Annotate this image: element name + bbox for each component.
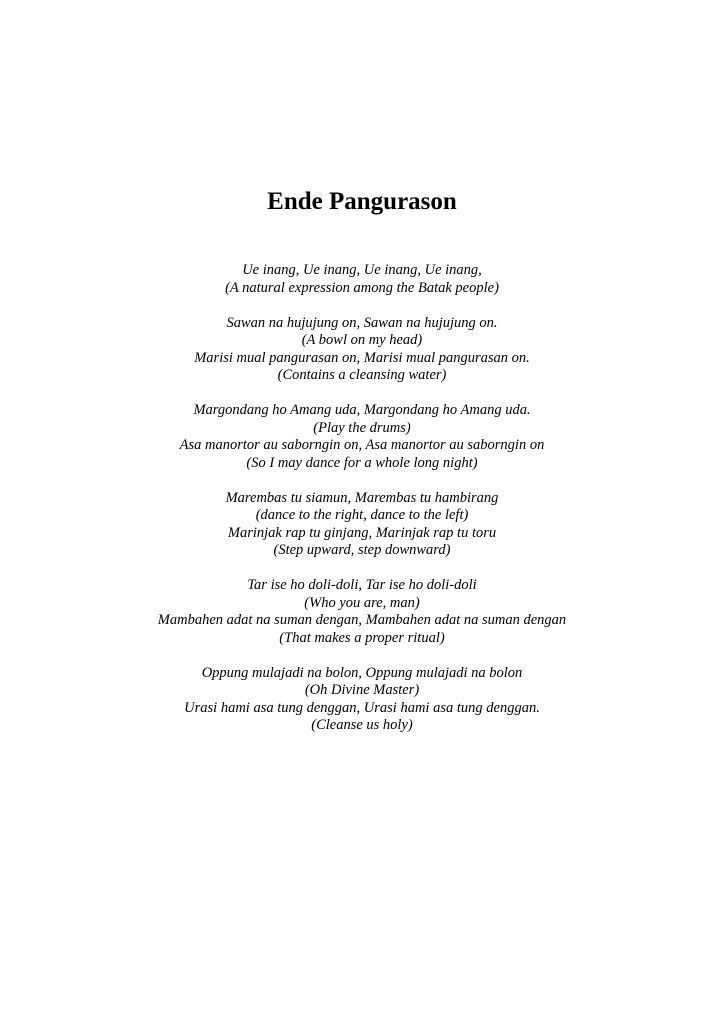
poem-body	[0, 262, 724, 752]
poem-line-translation: (Contains a cleansing water)	[277, 367, 447, 383]
poem-line: Oppung mulajadi na bolon, Oppung mulajadi na bolon	[201, 664, 523, 681]
poem-line-translation: (So I may dance for a whole long night)	[246, 454, 478, 471]
poem-line-translation: (dance to the right, dance to the left)	[255, 507, 469, 523]
poem-line: Asa manortor au saborngin on, Asa manortor au saborngin on	[179, 437, 545, 453]
poem-line-translation: (Step upward, step downward)	[273, 542, 451, 558]
poem-line: Tar ise ho doli-doli, Tar ise ho doli-doli	[247, 577, 477, 593]
poem-line-translation: (A bowl on my head)	[301, 332, 423, 348]
poem-title: Ende Pangurason	[267, 188, 457, 215]
poem-line-translation: (Oh Divine Master)	[304, 682, 420, 698]
poem-line: Mambahen adat na suman dengan, Mambahen adat na suman dengan	[157, 612, 567, 628]
stanza	[0, 402, 724, 472]
poem-line: Margondang ho Amang uda, Margondang ho Amang uda.	[193, 402, 531, 418]
poem-line-translation: (A natural expression among the Batak people)	[225, 279, 499, 296]
poem-line-translation: (Who you are, man)	[304, 594, 420, 611]
stanza	[0, 315, 724, 385]
stanza	[0, 490, 724, 560]
poem-line-translation: (Cleanse us holy)	[311, 717, 413, 733]
poem-line: Urasi hami asa tung denggan, Urasi hami asa tung denggan.	[184, 699, 540, 716]
poem-line: Marembas tu siamun, Marembas tu hambirang	[225, 489, 499, 506]
poem-line-translation: (Play the drums)	[313, 419, 411, 436]
stanza	[0, 262, 724, 297]
poem-line: Marinjak rap tu ginjang, Marinjak rap tu toru	[227, 524, 497, 541]
poem-line: Ue inang, Ue inang, Ue inang, Ue inang,	[242, 262, 482, 278]
stanza	[0, 577, 724, 647]
poem-line-translation: (That makes a proper ritual)	[279, 629, 445, 646]
stanza	[0, 665, 724, 735]
poem-line: Sawan na hujujung on, Sawan na hujujung on.	[226, 314, 498, 331]
poem-line: Marisi mual pangurasan on, Marisi mual pangurasan on.	[194, 349, 530, 366]
